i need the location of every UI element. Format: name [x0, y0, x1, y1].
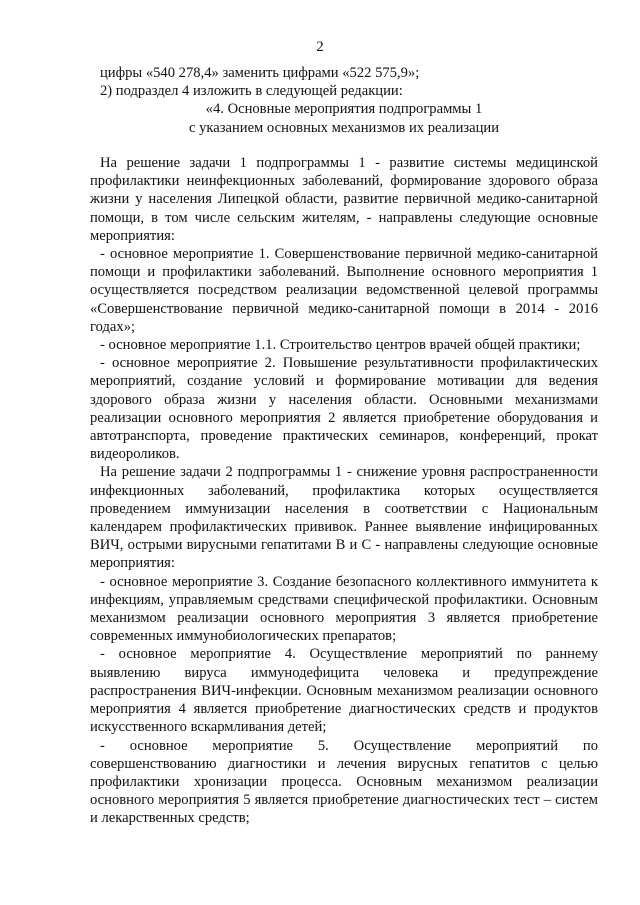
- paragraph-task-1: На решение задачи 1 подпрограммы 1 - развитие системы медицинской профилактики неинфекционных заболеваний, формирование здорового образа жизни у населения Липецкой области, развитие первичной медико-санитарной помощи, в том числе сельским жителям, - направлены следующие основные мероприятия:: [90, 155, 598, 244]
- paragraph-measure-5: - основное мероприятие 5. Осуществление мероприятий по совершенствованию диагностики и лечения вирусных гепатитов с целью профилактики хронизации процесса. Основным механизмом реализации основного мероприятия 5 является приобретение диагностических тест – систем и лекарственных средств;: [90, 737, 598, 827]
- section-heading-line-2: с указанием основных механизмов их реализации: [188, 119, 500, 136]
- body-text: [90, 154, 598, 828]
- paragraph-measure-2: - основное мероприятие 2. Повышение результативности профилактических мероприятий, создание условий и формирование мотивации для ведения здорового образа жизни у населения области. Основными механизмами реализации основного мероприятия 2 является приобретение оборудования и автотранспорта, проведение практических семинаров, конференций, прокат видеороликов.: [90, 355, 598, 463]
- paragraph-measure-4: - основное мероприятие 4. Осуществление мероприятий по раннему выявлению вируса иммунодефицита человека и предупреждение распространения ВИЧ-инфекции. Основным механизмом реализации основного мероприятия 4 является приобретение диагностических средств и продуктов искусственного вскармливания детей;: [90, 646, 598, 736]
- intro-line-2: 2) подраздел 4 изложить в следующей редакции:: [100, 83, 403, 100]
- paragraph-task-2: На решение задачи 2 подпрограммы 1 - снижение уровня распространенности инфекционных заболеваний, профилактика которых осуществляется проведением иммунизации населения в соответствии с Национальным календарем профилактических прививок. Раннее выявление инфицированных ВИЧ, острыми вирусными гепатитами В и С - направлены следующие основные мероприятия:: [90, 464, 598, 572]
- paragraph-measure-1-1: - основное мероприятие 1.1. Строительство центров врачей общей практики;: [100, 337, 581, 354]
- intro-line-1: цифры «540 278,4» заменить цифрами «522 575,9»;: [100, 65, 420, 81]
- intro-block: [90, 64, 598, 137]
- paragraph-measure-3: - основное мероприятие 3. Создание безопасного коллективного иммунитета к инфекциям, управляемым средствами специфической профилактики. Основным механизмом реализации основного мероприятия 3 является приобретение современных иммунобиологических препаратов;: [90, 573, 598, 645]
- paragraph-measure-1: - основное мероприятие 1. Совершенствование первичной медико-санитарной помощи и профилактики заболеваний. Выполнение основного мероприятия 1 осуществляется посредством реализации ведомственной целевой программы «Совершенствование первичной медико-санитарной помощи в 2014 - 2016 годах»;: [90, 246, 598, 335]
- section-heading-line-1: «4. Основные мероприятия подпрограммы 1: [205, 101, 483, 118]
- page-number: 2: [316, 39, 324, 55]
